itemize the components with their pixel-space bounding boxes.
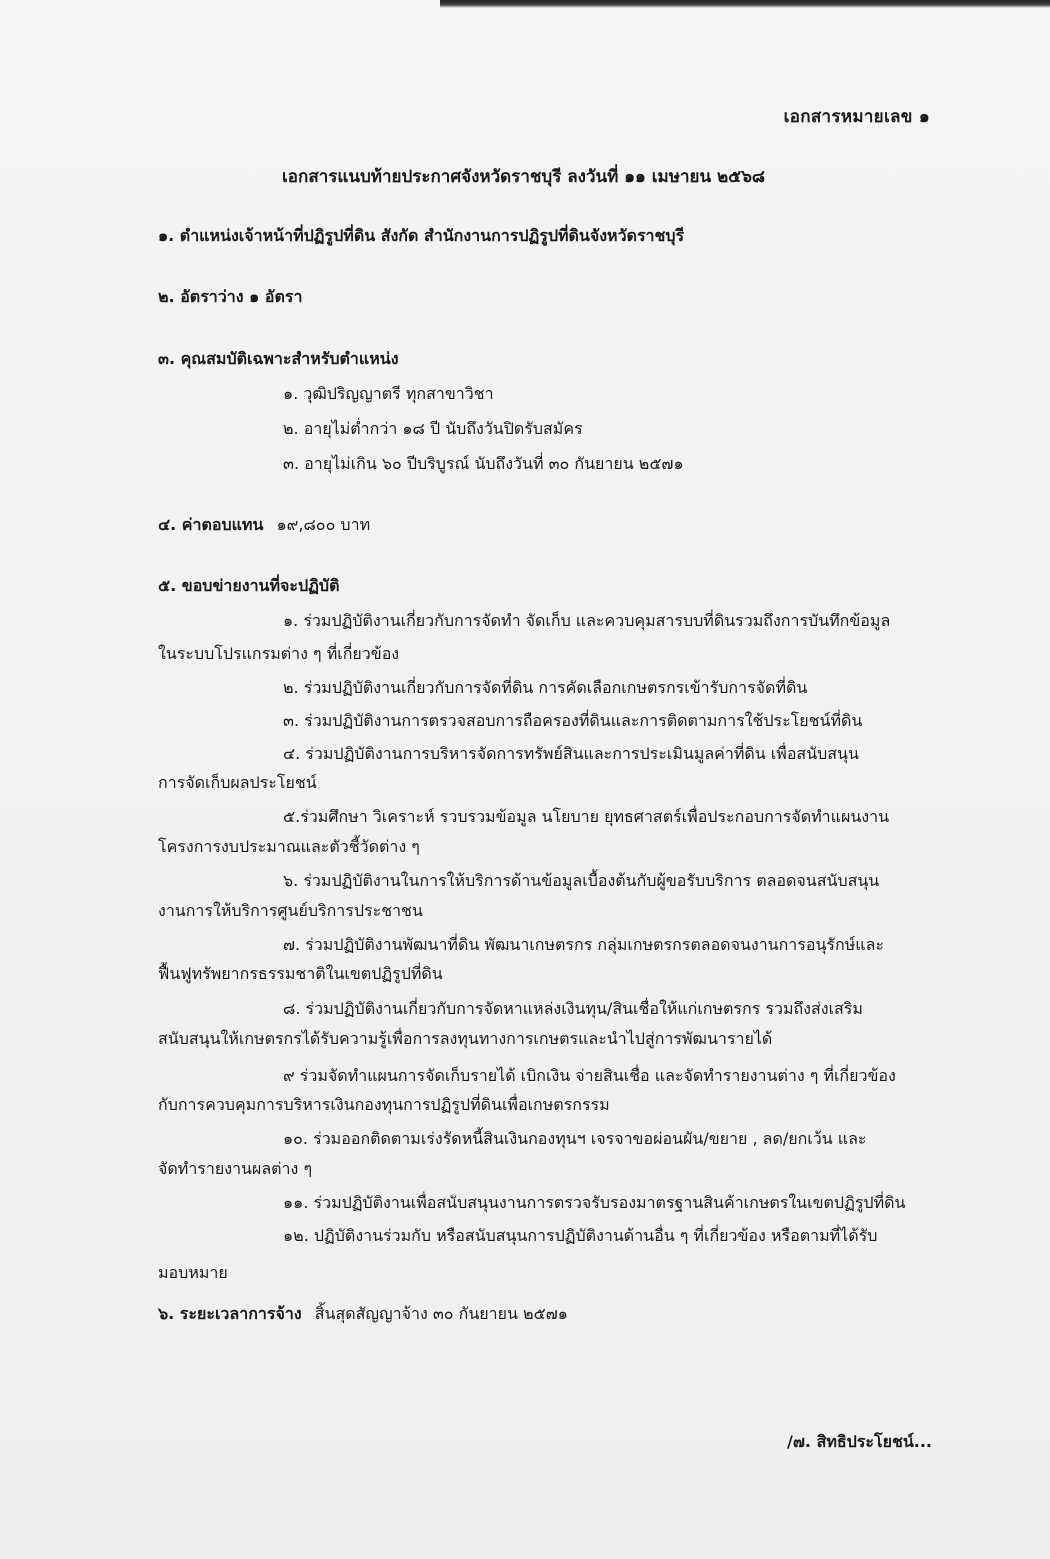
duty-line: ๕.ร่วมศึกษา วิเคราะห์ รวบรวมข้อมูล นโยบาย ยุทธศาสตร์เพื่อประกอบการจัดทำแผนงาน xyxy=(283,807,890,826)
compensation-value: ๑๙,๘๐๐ บาท xyxy=(276,515,371,534)
duty-line: ๘. ร่วมปฏิบัติงานเกี่ยวกับการจัดหาแหล่งเงินทุน/สินเชื่อให้แก่เกษตรกร รวมถึงส่งเสริม xyxy=(283,999,863,1018)
duty-line: ๒. ร่วมปฏิบัติงานเกี่ยวกับการจัดที่ดิน การคัดเลือกเกษตรกรเข้ารับการจัดที่ดิน xyxy=(283,678,808,697)
duty-line: ๓. ร่วมปฏิบัติงานการตรวจสอบการถือครองที่ดินและการติดตามการใช้ประโยชน์ที่ดิน xyxy=(283,711,863,730)
duty-line: ๔. ร่วมปฏิบัติงานการบริหารจัดการทรัพย์สินและการประเมินมูลค่าที่ดิน เพื่อสนับสนุน xyxy=(283,744,859,763)
qualification-item: ๑. วุฒิปริญญาตรี ทุกสาขาวิชา xyxy=(283,384,494,403)
next-page-continuation: /๗. สิทธิประโยชน์... xyxy=(787,1432,932,1451)
duty-line: จัดทำรายงานผลต่าง ๆ xyxy=(158,1159,313,1178)
employment-period-label: ๖. ระยะเวลาการจ้าง xyxy=(158,1304,302,1323)
duty-line: ฟื้นฟูทรัพยากรธรรมชาติในเขตปฏิรูปที่ดิน xyxy=(158,964,443,983)
duty-line: ๑๑. ร่วมปฏิบัติงานเพื่อสนับสนุนงานการตรวจรับรองมาตรฐานสินค้าเกษตรในเขตปฏิรูปที่ดิน xyxy=(283,1193,906,1212)
qualification-item: ๒. อายุไม่ต่ำกว่า ๑๘ ปี นับถึงวันปิดรับสมัคร xyxy=(283,419,583,438)
duty-line: มอบหมาย xyxy=(158,1263,228,1282)
duty-line: การจัดเก็บผลประโยชน์ xyxy=(158,773,317,792)
duty-line: ๙ ร่วมจัดทำแผนการจัดเก็บรายได้ เบิกเงิน จ่ายสินเชื่อ และจัดทำรายงานต่าง ๆ ที่เกี่ยวข้อง xyxy=(283,1066,896,1085)
section-3-heading: ๓. คุณสมบัติเฉพาะสำหรับตำแหน่ง xyxy=(158,349,399,368)
duty-line: ๑. ร่วมปฏิบัติงานเกี่ยวกับการจัดทำ จัดเก็บ และควบคุมสารบบที่ดินรวมถึงการบันทึกข้อมูล xyxy=(283,611,891,630)
duty-line: ๖. ร่วมปฏิบัติงานในการให้บริการด้านข้อมูลเบื้องต้นกับผู้ขอรับบริการ ตลอดจนสนับสนุน xyxy=(283,871,880,890)
section-4-compensation xyxy=(158,514,370,536)
section-5-heading: ๕. ขอบข่ายงานที่จะปฏิบัติ xyxy=(158,576,340,595)
duty-line: งานการให้บริการศูนย์บริการประชาชน xyxy=(158,901,423,920)
document-reference: เอกสารหมายเลข ๑ xyxy=(783,107,930,127)
duty-line: ในระบบโปรแกรมต่าง ๆ ที่เกี่ยวข้อง xyxy=(158,644,400,663)
section-2-vacancy: ๒. อัตราว่าง ๑ อัตรา xyxy=(158,287,303,306)
duty-line: ๑๒. ปฏิบัติงานร่วมกับ หรือสนับสนุนการปฏิบัติงานด้านอื่น ๆ ที่เกี่ยวข้อง หรือตามที่ได้รับ xyxy=(283,1226,878,1245)
duty-line: ๑๐. ร่วมออกติดตามเร่งรัดหนี้สินเงินกองทุนฯ เจรจาขอผ่อนผัน/ขยาย , ลด/ยกเว้น และ xyxy=(283,1129,867,1148)
duty-line: กับการควบคุมการบริหารเงินกองทุนการปฏิรูปที่ดินเพื่อเกษตรกรรม xyxy=(158,1095,610,1114)
duty-line: ๗. ร่วมปฏิบัติงานพัฒนาที่ดิน พัฒนาเกษตรกร กลุ่มเกษตรกรตลอดจนงานการอนุรักษ์และ xyxy=(283,935,884,954)
section-1-position: ๑. ตำแหน่งเจ้าหน้าที่ปฏิรูปที่ดิน สังกัด สำนักงานการปฏิรูปที่ดินจังหวัดราชบุรี xyxy=(158,226,685,245)
section-6-employment-period xyxy=(158,1303,568,1325)
qualification-item: ๓. อายุไม่เกิน ๖๐ ปีบริบูรณ์ นับถึงวันที่ ๓๐ กันยายน ๒๕๗๑ xyxy=(283,454,684,473)
duty-line: โครงการงบประมาณและตัวชี้วัดต่าง ๆ xyxy=(158,837,420,856)
compensation-label: ๔. ค่าตอบแทน xyxy=(158,515,264,534)
employment-period-value: สิ้นสุดสัญญาจ้าง ๓๐ กันยายน ๒๕๗๑ xyxy=(314,1304,568,1323)
duty-line: สนับสนุนให้เกษตรกรได้รับความรู้เพื่อการลงทุนทางการเกษตรและนำไปสู่การพัฒนารายได้ xyxy=(158,1029,773,1048)
scan-edge-shadow xyxy=(440,0,1050,8)
document-title: เอกสารแนบท้ายประกาศจังหวัดราชบุรี ลงวันที่ ๑๑ เมษายน ๒๕๖๘ xyxy=(282,167,765,187)
